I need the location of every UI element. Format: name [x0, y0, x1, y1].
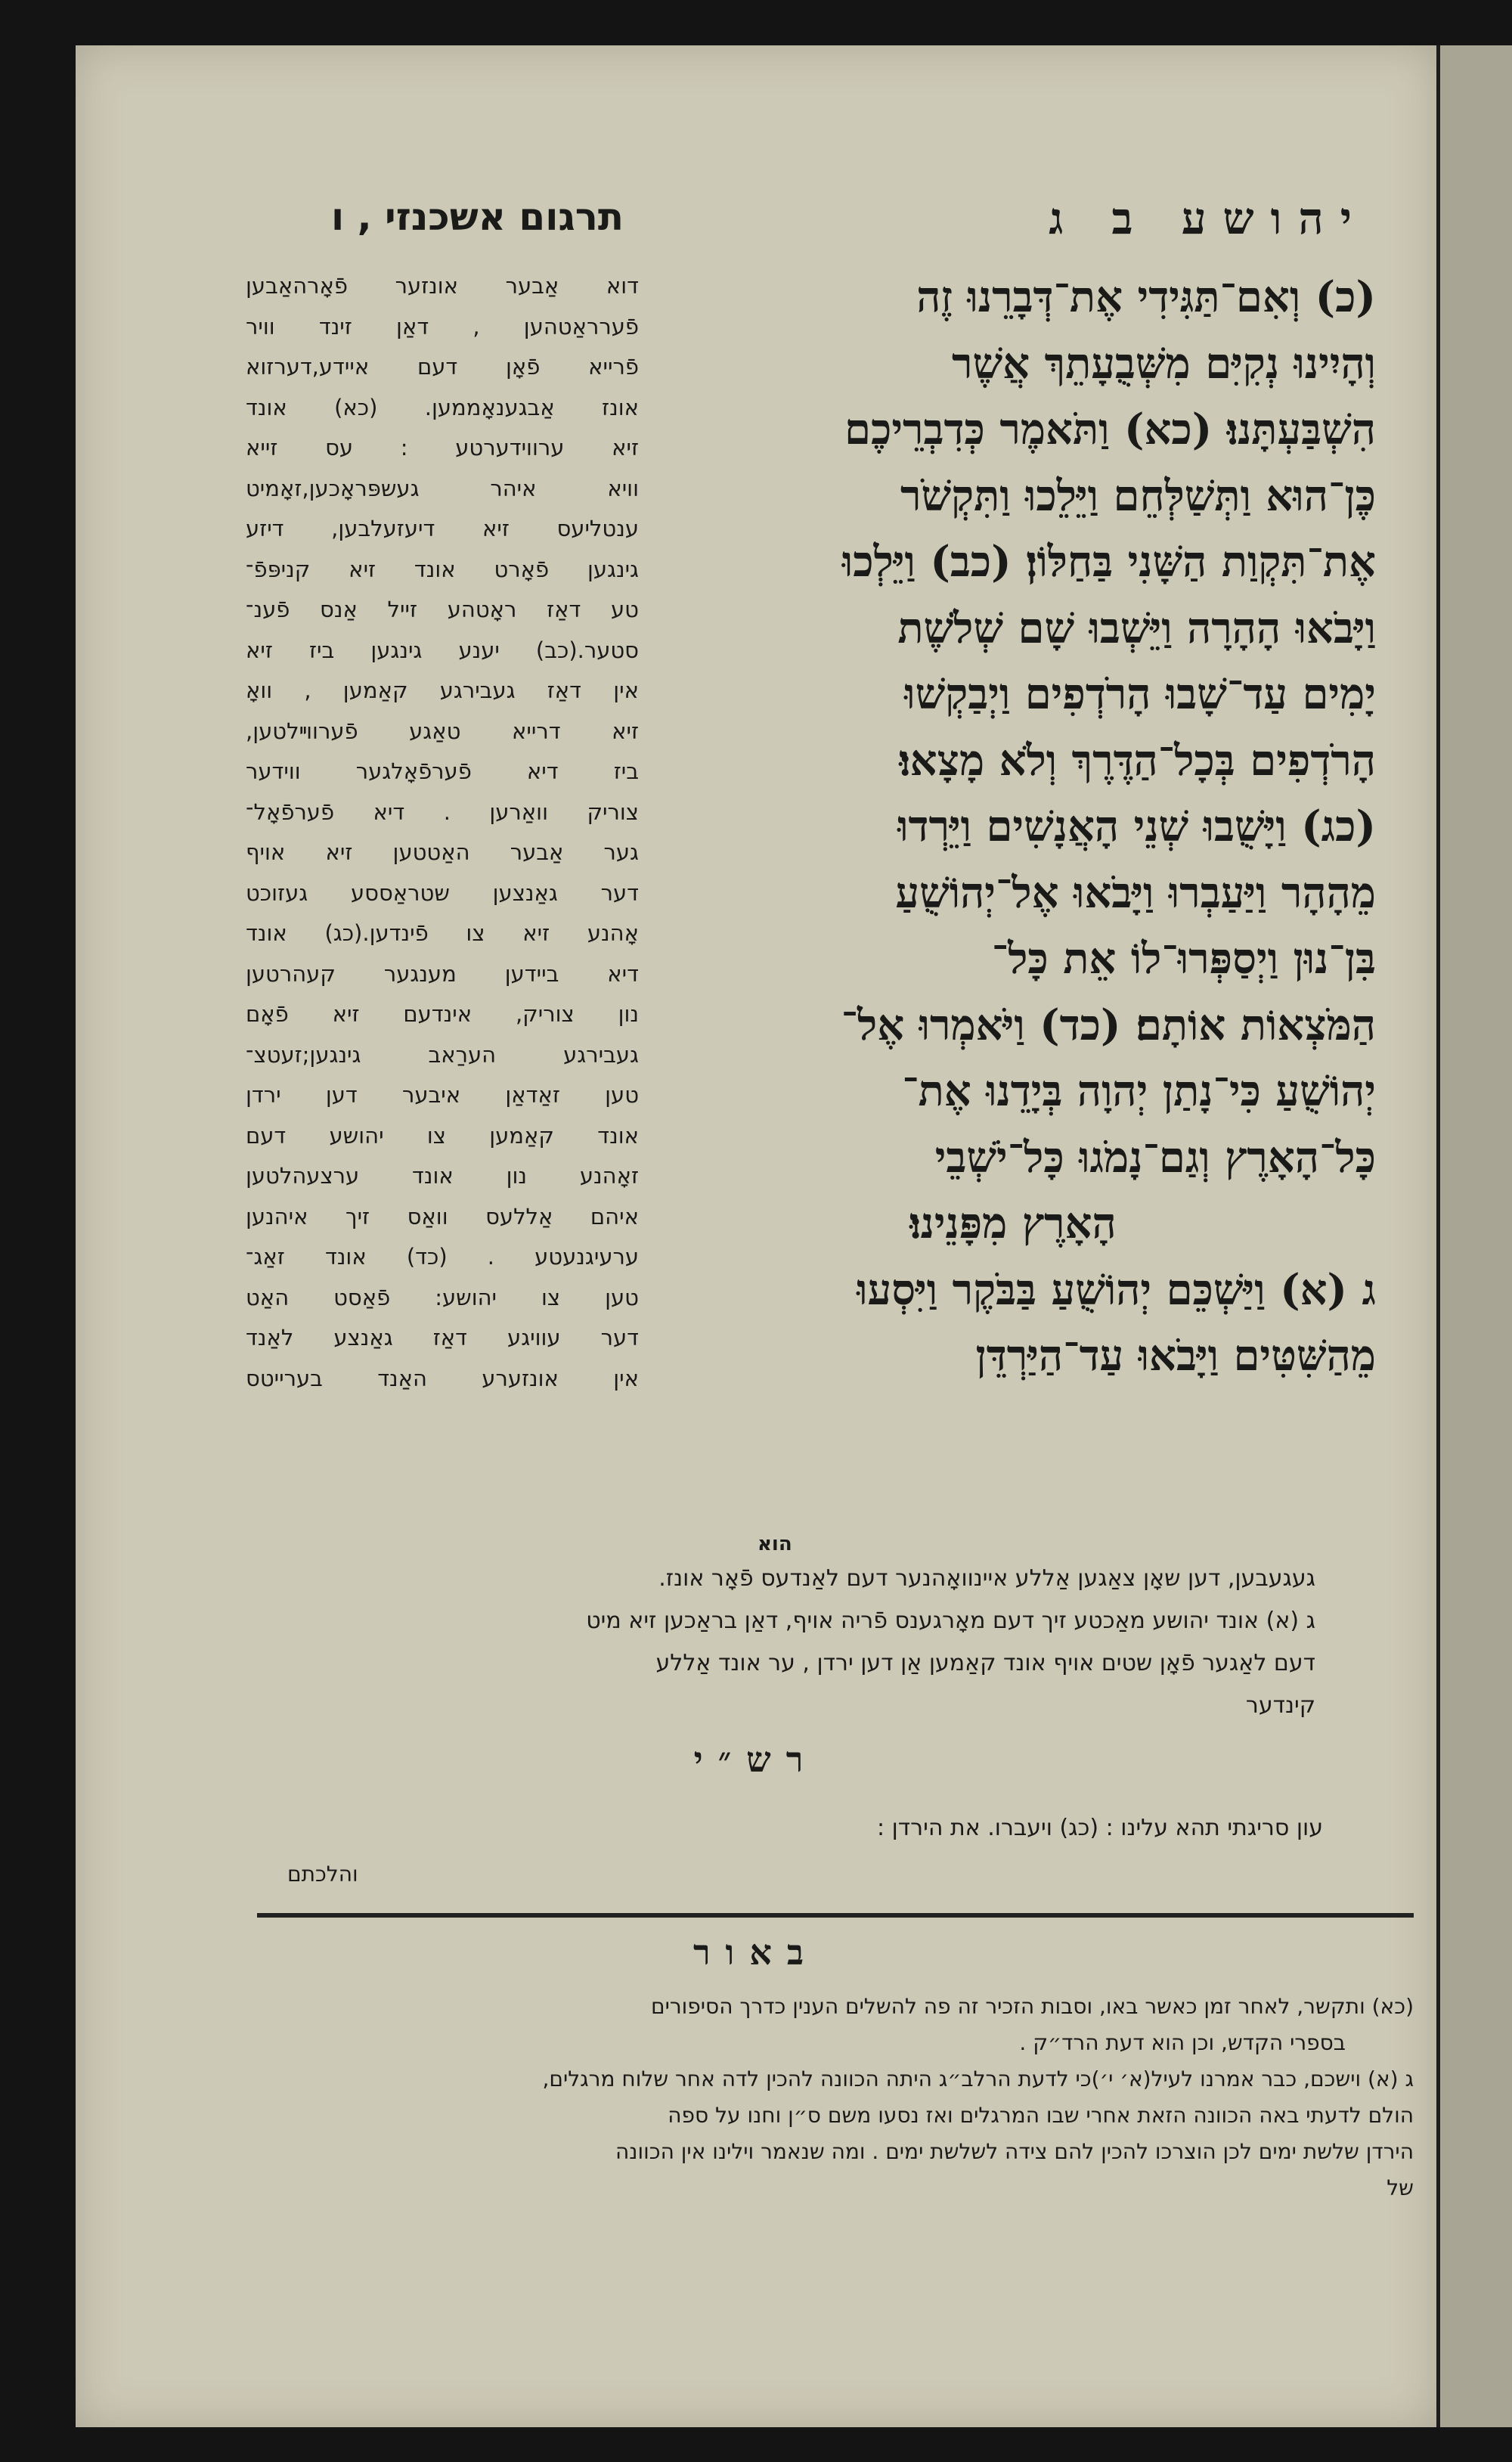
- hebrew-line: אֶת־תִּקְוַת הַשָּׁנִי בַּחַלּוֹן׃ (כב) וַיֵּלְכוּ: [841, 537, 1376, 587]
- catchword: הוא: [758, 1533, 792, 1555]
- translation-line: טע דאַז ראָטהע זייל אַנס פֿענ־: [246, 597, 639, 622]
- commentary-line: של: [1387, 2175, 1414, 2200]
- translation-line: פֿערראַטהען , דאַן זינד וויר: [246, 313, 639, 340]
- translation-line: אונז אַבגענאָממען. (כא) אונד: [246, 394, 639, 420]
- hebrew-line: מֵהָהָר וַיַּעַבְרוּ וַיָּבֹאוּ אֶל־יְהוֹשֻׁעַ: [895, 867, 1376, 918]
- translation-line: צוריק וואַרען . דיא פֿערפֿאָל־: [246, 798, 639, 825]
- commentary-line: בספרי הקדש, וכן הוא דעת הרד״ק .: [1019, 2030, 1346, 2055]
- hebrew-line: בִּן־נוּן וַיְסַפְּרוּ־לוֹ אֵת כָּל־: [991, 934, 1376, 984]
- hebrew-line: הִשְׁבַּעְתָּנוּ׃ (כא) וַתֹּאמֶר כְּדִבְרֵיכֶם: [844, 405, 1376, 454]
- hebrew-line: יָמִים עַד־שָׁבוּ הָרֹדְפִים וַיְבַקְשׁוּ: [904, 669, 1376, 719]
- hebrew-line: וְהָיִינוּ נְקִיִּם מִשְּׁבֻעָתֵךְ אֲשֶׁר: [951, 338, 1376, 389]
- hebrew-text-column: [650, 265, 1376, 1390]
- translation-line: סטער.(כב) יענע גינגען ביז זיא: [246, 637, 639, 663]
- hebrew-line: מֵהַשִּׁטִּים וַיָּבֹאוּ עַד־הַיַּרְדֵּן: [975, 1331, 1376, 1381]
- hebrew-line: וַיָּבֹאוּ הָהָרָה וַיֵּשְׁבוּ שָׁם שְׁלֹשֶׁת: [897, 603, 1376, 653]
- adjacent-page-edge: [1440, 45, 1512, 2427]
- translation-line: זיא ערווידערטע : עס זייא: [246, 435, 639, 460]
- rashi-heading: רש״י: [693, 1739, 819, 1780]
- hebrew-line: יְהוֹשֻׁעַ כִּי־נָתַן יְהוָה בְּיָדֵנוּ אֶת־: [902, 1066, 1376, 1116]
- translation-line: דעם לאַגער פֿאָן שטים אויף אונד קאַמען אַן דען ירדן , ער אונד אַללע: [655, 1650, 1315, 1676]
- commentary-line: (כא) ותקשר, לאחר זמן כאשר באו, וסבות הזכיר זה פה להשלים הענין כדרך הסיפורים: [651, 1994, 1414, 2019]
- hebrew-line: כָּל־הָאָרֶץ וְגַם־נָמֹגוּ כָּל־יֹשְׁבֵי: [934, 1132, 1376, 1183]
- commentary-line: ג (א) וישכם, כבר אמרנו לעיל(א׳ י׳)כי לדעת הרלב״ג היתה הכוונה להכין לדה אחר שלוח מרגלים,: [542, 2067, 1414, 2091]
- translation-line: געגעבען, דען שאָן צאַגען אַללע איינוואָהנער דעם לאַנדעס פֿאָר אונז.: [658, 1565, 1315, 1592]
- commentary-line: הירדן שלשת ימים לכן הוצרכו להכין להם צידה לשלשת ימים . ומה שנאמר וילינו אין הכוונה: [615, 2139, 1414, 2164]
- translation-line: ענטליעס זיא דיעזעלבען, דיזע: [246, 516, 639, 541]
- hebrew-line: כֶּן־הוּא וַתְּשַׁלְּחֵם וַיֵּלֵכוּ וַתִּקְשֹׁר: [900, 470, 1376, 521]
- running-header-book-chapter: יהושע ב ג: [1049, 193, 1368, 244]
- hebrew-line: הַמֹּצְאוֹת אוֹתָם׃ (כד) וַיֹּאמְרוּ אֶל־: [841, 1000, 1376, 1050]
- hebrew-line: (כג) וַיָּשֻׁבוּ שְׁנֵי הָאֲנָשִׁים וַיֵּרְדוּ: [897, 802, 1376, 851]
- translation-line: טען זאַדאַן איבער דען ירדן: [246, 1082, 639, 1108]
- translation-line: דיא ביידען מענגער קעהרטען: [246, 960, 639, 987]
- translation-line: גינגען פֿאָרט אונד זיא קניפּפֿ־: [246, 556, 639, 582]
- translation-line: ערעיגנעטע . (כד) אונד זאַג־: [246, 1244, 639, 1270]
- hebrew-line: ג (א) וַיַּשְׁכֵּם יְהוֹשֻׁעַ בַּבֹּקֶר וַיִּסְעוּ: [857, 1264, 1376, 1315]
- translation-continuation: [197, 1558, 1315, 1727]
- hebrew-line: (כ) וְאִם־תַּגִּידִי אֶת־דְּבָרֵנוּ זֶה: [916, 272, 1376, 322]
- translation-line: טען צו יהושע: פֿאַסט האַט: [246, 1284, 639, 1310]
- catchword: והלכתם: [287, 1862, 358, 1887]
- translation-line: אין אונזערע האַנד בערייטס: [246, 1365, 639, 1391]
- translation-line: דוא אַבער אונזער פֿאָרהאַבען: [246, 273, 639, 299]
- translation-line: נון צוריק, אינדעם זיא פֿאָם: [246, 1001, 639, 1027]
- commentary-line: הולם לדעתי באה הכוונה הזאת אחרי שבו המרגלים ואז נסעו משם ס״ן וחנו על ספה: [668, 2103, 1414, 2128]
- translation-line: דער גאַנצען שטראַססע געזוכט: [246, 879, 639, 906]
- translation-line: וויא איהר געשפּראָכען,זאָמיט: [246, 475, 639, 501]
- section-divider: [257, 1913, 1414, 1918]
- translation-line: קינדער: [1245, 1692, 1315, 1719]
- yiddish-translation-column: [246, 266, 639, 1399]
- hebrew-line: הָרֹדְפִים בְּכָל־הַדֶּרֶךְ וְלֹא מָצָאוּ׃: [899, 735, 1376, 786]
- translation-line: אונד קאַמען צו יהושע דעם: [246, 1122, 639, 1149]
- hebrew-line: הָאָרֶץ מִפָּנֵינוּ׃: [909, 1198, 1117, 1248]
- translation-line: פֿרייא פֿאָן דעם איידע,דערזוא: [246, 354, 639, 380]
- translation-line: גער אַבער האַטטען זיא אויף: [246, 839, 639, 865]
- running-header-translation: תרגום אשכנזי , ו: [331, 195, 624, 239]
- translation-line: ג (א) אונד יהושע מאַכטע זיך דעם מאָרגענס פֿריה אויף, דאַן בראַכען זיא מיט: [586, 1608, 1315, 1634]
- translation-line: ביז דיא פֿערפֿאָלגער ווידער: [246, 758, 639, 784]
- beur-commentary: [272, 1989, 1414, 2206]
- translation-line: דער עוויגע דאַז גאַנצע לאַנד: [246, 1325, 639, 1350]
- translation-line: אָהנע זיא צו פֿינדען.(כג) אונד: [246, 920, 639, 946]
- translation-line: געבירגע הערַאב גינגען;זעטצ־: [246, 1041, 639, 1068]
- translation-line: זיא דרייא טאַגע פֿערווײלטען,: [246, 718, 639, 744]
- beur-heading: באור: [692, 1932, 820, 1973]
- rashi-commentary: עון סריגתי תהא עלינו : (כג) ויעברו. את הירדן :: [876, 1815, 1323, 1841]
- translation-line: אין דאַז געבירגע קאַמען , וואָ: [246, 678, 639, 703]
- translation-line: זאָהנע נון אונד ערצעהלטען: [246, 1163, 639, 1189]
- translation-line: איהם אַללעס וואַס זיך איהנען: [246, 1203, 639, 1229]
